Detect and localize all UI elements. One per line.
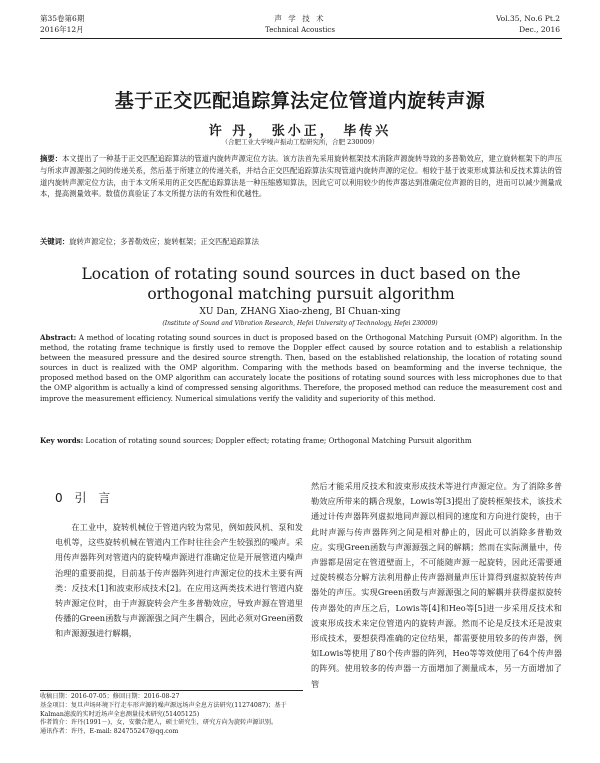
title-en-line1: Location of rotating sound sources in duct based on the bbox=[81, 265, 521, 283]
affiliation-cn: （合肥工业大学噪声振动工程研究所，合肥 230009） bbox=[221, 138, 379, 146]
keywords-cn-label: 关键词： bbox=[40, 237, 70, 246]
abstract-cn-text: 本文提出了一种基于正交匹配追踪算法的管道内旋转声源定位方法。该方法首先采用旋转框架技术消除声源旋转导致的多普勒效应，建立旋转框架下的声压与所求声源源强之间的传递关系，然后基于所建立的传递关系，并结合正交匹配追踪算法实现管道内旋转声源的定位。相较于基于波束形成算法和反技术算法的管道内旋转声源定位方法，由于本文所采用的正交匹配追踪算法是一种压缩感知算法，因此它可以利用较少的传声器达到准确定位声源的目的，进而可以减少测量成本，提高测量效率。数值仿真验证了本文所提方法的有效性和优越性。 bbox=[40, 154, 562, 199]
keywords-en bbox=[40, 436, 562, 446]
journal-name-cn: 声 学 技 术 bbox=[274, 14, 326, 23]
date-en: Dec., 2016 bbox=[519, 25, 560, 34]
header-rule bbox=[40, 38, 562, 39]
section-heading-introduction: 0 引 言 bbox=[55, 491, 115, 505]
abstract-cn bbox=[40, 153, 562, 200]
footnote-received: 收稿日期：2016-07-05；修回日期：2016-08-27 bbox=[40, 693, 180, 700]
keywords-cn-text: 旋转声源定位；多普勒效应；旋转框架；正交匹配追踪算法 bbox=[69, 237, 259, 246]
abstract-en bbox=[40, 333, 562, 404]
left-column-paragraph: 在工业中，旋转机械位于管道内较为常见，例如鼓风机、泵和发电机等，这些旋转机械在管道内工作时往往会产生较强烈的噪声。采用传声器阵列对管道内的旋转噪声源进行准确定位是开展管道内噪声治理的重要前提，目前基于传声器阵列进行声源定位的技术主要有两类：反技术[1]和波束形成技术[2]。在应用这两类技术进行管道内旋转声源定位时，由于声源旋转会产生多普勒效应，导致声源在管道里传播的Green函数与声源源强之间产生耦合，因此必须对Green函数和声源源强进行解耦， bbox=[55, 522, 303, 639]
authors-cn: 许 丹， 张小正， 毕传兴 bbox=[208, 124, 392, 139]
date-cn: 2016年12月 bbox=[40, 25, 84, 34]
right-column-text bbox=[311, 479, 562, 692]
authors-en: XU Dan, ZHANG Xiao-zheng, BI Chuan-xing bbox=[199, 307, 401, 317]
title-en bbox=[40, 264, 562, 304]
keywords-en-text: Location of rotating sound sources; Doppler effect; rotating frame; Orthogonal Matching Pursuit algorithm bbox=[85, 436, 472, 445]
title-en-line2: orthogonal matching pursuit algorithm bbox=[147, 285, 455, 303]
volume-cn: 第35卷第6期 bbox=[40, 14, 85, 23]
affiliation-en: (Institute of Sound and Vibration Research, Hefei University of Technology, Hefei 230009) bbox=[162, 320, 438, 327]
volume-en: Vol.35, No.6 Pt.2 bbox=[495, 14, 560, 23]
title-cn: 基于正交匹配追踪算法定位管道内旋转声源 bbox=[114, 90, 486, 112]
abstract-en-label: Abstract: bbox=[40, 333, 77, 342]
right-column-paragraph: 然后才能采用反技术和波束形成技术等进行声源定位。为了消除多普勒效应所带来的耦合现象，Lowis等[3]提出了旋转框架技术，该技术通过计传声器阵列虚拟地同声源以相同的速度和方向进行旋转，由于此时声源与传声器阵列之间是相对静止的，因此可以消除多普勒效应。实现Green函数与声源源强之间的解耦；然而在实际测量中，传声器都是固定在管道壁面上，不可能随声源一起旋转，因此还需要通过旋转模态分解方法利用静止传声器测量声压计算得到虚拟旋转传声器处的声压。实现Green函数与声源源强之间的解耦并获得虚拟旋转传声器处的声压之后，Lowis等[4]和Heo等[5]进一步采用反技术和波束形成技术来定位管道内的旋转声源。然而不论是反技术还是波束形成技术，要想获得准确的定位结果，都需要使用较多的传声器，例如Lowis等使用了80个传声器的阵列，Heo等等效使用了64个传声器的阵列。使用较多的传声器一方面增加了测量成本，另一方面增加了管 bbox=[311, 481, 562, 689]
abstract-cn-label: 摘要： bbox=[40, 154, 63, 163]
footnote-rule bbox=[40, 690, 303, 691]
footnotes bbox=[40, 693, 303, 737]
left-column-text bbox=[55, 520, 303, 642]
abstract-en-text: A method of locating rotating sound sources in duct is proposed based on the Orthogonal Matching Pursuit (OMP) algorithm. In the method, the rotating frame technique is firstly used to remove the Doppler effect caused by source rotation and to establish a relationship between the measured pressure and the desired source strength. Then, based on the established relationship, the location of rotating sound sources in duct is realized with the OMP algorithm. Comparing with the methods based on beamforming and the inverse technique, the proposed method based on the OMP algorithm can accurately locate the positions of rotating sound sources with less microphones due to that the OMP algorithm is actually a kind of compressed sensing algorithms. Therefore, the proposed method can reduce the measurement cost and improve the measurement efficiency. Numerical simulations verify the validity and superiority of this method. bbox=[40, 333, 562, 403]
keywords-en-label: Key words: bbox=[40, 436, 84, 445]
footnote-funding: 基金项目：复旦声场环境下行走车形声源的噪声源远场声全息方法研究(11274087)；基于Kalman滤波的实时近场声全息测量技术研究(51405125) bbox=[40, 701, 287, 718]
journal-name-en: Technical Acoustics bbox=[265, 26, 335, 34]
footnote-author-bio: 作者简介：许丹(1991－)，女，安徽合肥人，硕士研究生，研究方向为旋转声源识别。 bbox=[40, 719, 278, 727]
footnote-corresponding: 通讯作者：许丹，E-mail: 824755247@qq.com bbox=[40, 728, 179, 736]
keywords-cn bbox=[40, 236, 562, 248]
